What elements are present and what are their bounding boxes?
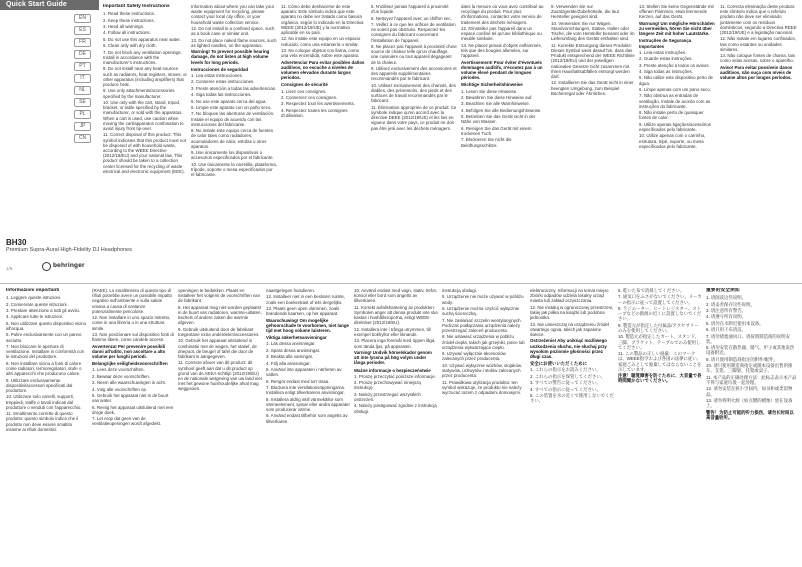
instruction-item: Information about where you can take your waste equipment for recycling, please contact your local city office, or your household waste collection service. [191,4,275,25]
warning-note: Waarschuwing! Om mogelijke gehoorschade te voorkomen, niet lange tijd met hoog volume luisteren. [266,317,349,333]
instruction-item: 12. Non installare in uno spazio ristretto, come in una libreria o in una struttura simile. [92,315,171,331]
instruction-item: 13. No coloque objetos con llama, como una vela encendida, sobre este aparato. [281,48,360,59]
lang-tab-nl[interactable]: NL [74,86,91,95]
instruction-item: 1. これらの指示をお読みください。 [530,367,601,373]
column-jp [618,288,704,564]
instruction-item: 6. Limpe apenas com um pano seco. [639,86,711,92]
instruction-item: 7. Blockieren Sie nicht die Belüftungsschlitze. [461,137,512,148]
warning-note: 警告！为防止可能的听力损伤，请勿长时间以高音量收听。 [706,409,794,420]
instruction-item: 5. 请勿在水附近使用本设备。 [706,320,764,326]
instruction-item: 7. Blockera inte ventilationsöppningarna. Installera enligt tillverkarens anvisningar. [266,384,346,396]
product-name: Premium Supra-Aural High-Fidelity DJ Headphones [6,247,132,253]
column-de-pt [639,4,717,280]
instruction-item: 5. Non utilizzare questo dispositivo vicino all'acqua. [6,320,87,331]
instruction-item: 10. Utilizzare solo carrelli, supporti, treppiedi, staffe o tavoli indicati dal produttore o venduti con l'apparecchio. [6,394,82,410]
instruction-item: 13. Nie umieszczaj na urządzeniu źródeł otwartego ognia, takich jak zapalone świece. [530,321,609,337]
warning-note: Warnung! Um mögliche Hörschäden zu vermeiden, hören Sie nicht über längere Zeit mit hoher Lautstärke. [639,20,715,37]
section-title: Informazioni importanti [6,288,60,293]
column-nl-se [266,288,352,564]
warning-note: Avvertenza! Per prevenire possibili danni all'udito, non ascoltare a alto volume per lunghi periodi. [92,343,166,359]
instruction-item: 10. Använd endast med vagn, stativ, trefot, konsol eller bord som angetts av tillverkaren. [354,288,437,304]
instruction-item: naastgelegen huisdieren. [266,288,316,293]
instruction-item: 6. Rengör endast med torr trasa. [266,378,330,384]
instruction-item: 2. Bewahren Sie diese Hinweise auf. [461,95,533,100]
instruction-item: 4. Volg alle voorschriften op. [92,386,148,392]
lang-tab-cn[interactable]: CN [74,134,91,143]
instruction-item: 2. Keep these instructions. [103,17,155,23]
instruction-item: 8. 请勿安装在散热器、暖气、炉子或其他发热设备附近。 [706,345,795,356]
instruction-item: 5. Do not use this apparatus near water. [103,36,181,42]
lang-tab-pt[interactable]: PT [74,62,91,71]
instruction-item: 3. Beachten Sie alle Warnhinweise. [461,101,530,107]
instruction-item: 4. Należy postępować zgodnie z instrukcją obsługi. [354,403,437,414]
instruction-item: 1. Läs dessa anvisningar. [266,341,316,347]
brand-name: behringer [53,262,85,269]
instruction-item: 10. Używać wyłącznie wózków, stojaków, statywów, uchwytów i stołów zalecanych przez producenta. [442,362,523,379]
instruction-item: 9. Gebruik uitsluitend door de fabrikant toegestane extra onderdelen/accessoires. [178,326,260,337]
instruction-item: 9. Utilize apenas ligações/acessórios especificados pelo fabricante. [639,121,711,132]
instruction-item: 1. Leggere queste istruzioni. [6,295,62,301]
instruction-item: 11. Correcta eliminação deste produto: este símbolo indica que o referido produto não deve ser eliminado juntamente com os resíduos domésticos, segundo a Directiva REEE (2012/19/UE) e a legislação nacional. [720,4,797,36]
instruction-item: 3. Respectez tous les avertissements. [281,101,355,107]
column-en [103,4,189,280]
warning-note: Varning! Undvik hörselskador genom att inte lyssna på hög volym under långa perioder. [354,349,432,366]
instruction-item: 9. Używać wyłącznie akcesoriów zalecanych przez producenta. [442,351,506,362]
instruction-item: 6. Clean only with dry cloth. [103,43,157,49]
instruction-item: 3. Heed all warnings. [103,23,145,29]
warning-note: Avertissement! Pour éviter d'éventuels dommages auditifs, n'écoutez pas à un volume élevé pendant de longues périodes. [461,59,543,81]
page-number: 1/6 [6,266,13,271]
instruction-item: 1. Leia estas instruções. [639,49,687,55]
instruction-item: 11. Korrekte Entsorgung dieses Produkts: Dieses Symbol weist darauf hin, dass das Produkt entsprechend der WEEE Richtlinie (2012/19/EU) und der jeweiligen nationalen Gesetze nicht zusammen mit Ihren Haushaltsabfällen entsorgt werden darf. [551,42,635,80]
instruction-item: 11. Korrekt avfallshantering av produkten: Symbolen anger att denna produkt inte ska kastas i hushållssoporna, enligt WEEE-direktivet (2012/19/EU). [354,304,438,326]
instruction-item: 3. Prestare attenzione a tutti gli avvisi. [6,307,80,313]
instruction-item: 7. Let erop dat geen van de ventilatieopeningen wordt afgedekt. [92,416,162,427]
instruction-item: 5. No use este aparato cerca del agua. [191,98,267,104]
instruction-item: 7. Non bloccare le aperture di ventilazione. Installare in conformità con le istruzioni del produttore. [6,343,85,360]
instruction-item: 1. Lees deze voorschriften. [92,367,145,373]
warning-note: Warning! To prevent possible hearing damage, do not listen at high volume levels for long periods. [191,49,270,65]
instruction-item: 6. Reinig het apparaat uitsluitend met een droge doek. [92,404,174,415]
instruction-item: 7. Nie zasłaniać szczelin wentylacyjnych. Podczas podłączania urządzenia należy przestrzegać zaleceń producenta. [442,317,522,333]
column-cn [706,288,800,564]
instruction-item: 5. この装置を水の近くで使用しないでください。 [530,392,614,404]
warning-note: 注意！聴覚障害を防ぐために、大音量で長時間聞かないでください。 [618,373,702,384]
instruction-item: 4. Befolgen Sie alle Bedienungshinweise. [461,107,542,113]
lang-tab-jp[interactable]: JP [74,122,91,131]
column-de [551,4,637,280]
instruction-item: 4. Respectez toutes les consignes d'utilisation. [281,107,348,118]
instruction-item: 3. Neem alle waarschuwingen in acht. [92,380,166,386]
instruction-item: 3. Beakta alla varningar. [266,354,314,360]
instruction-item: 6. Urządzenie można czyścić wyłącznie suchą ściereczką. [442,305,520,317]
instruction-item: 11. Prawidłowa utylizacja produktu: ten symbol wskazuje, że produktu nie należy wyrzucać razem z odpadami domowymi. [442,379,522,395]
instruction-item: dans la mesure où vous avez contribué au recyclage du produit. Pour plus d'informations, contactez votre service de traitement des déchets ménagers. [461,4,544,25]
instruction-item: 13. Do not place naked flame sources, such as lighted candles, on the apparatus. [191,37,277,48]
instruction-item: 9. 请只使用制造商指定的附件/配件。 [706,356,778,362]
instruction-item: 5. N'utilisez jamais l'appareil à proximité d'un liquide. [371,4,449,15]
section-title: Instruções de Segurança Importantes [639,38,692,49]
instruction-item: 7. Veillez à ce que les orifices de ventilation ne soient pas obstrués. Respectez les consignes du fabricant concernant l'installation de l'appareil. [371,21,456,43]
instruction-item: 2. Proszę przechowywać niniejszą instrukcję. [354,380,421,391]
column-pt [720,4,800,280]
instruction-item: 2. これらの指示を保管してください。 [530,373,606,379]
instruction-item: 6. 乾いた布で清掃してください。 [618,288,685,293]
instruction-item: 8. Nie ustawiać urządzenia w pobliżu źródeł ciepła, takich jak grzejniki, piece lub urządzenia wytwarzające ciepło. [442,334,525,350]
instruction-item: 1. Read these instructions. [103,11,155,17]
section-title: Belangrijke veiligheidsvoorschriften [92,361,168,367]
instruction-item: 8. ラジエーター、ヒートレジスター、ストーブなどの熱源の近くに設置しないでください。 [618,305,702,322]
instruction-item: 10. 请只使用制造商指定或随本设备出售的推车、支架、三脚架、托架或桌子。 [706,363,793,374]
instruction-item: 8. Non installare vicino a fonti di calore come radiatori, termoregolatori, stufe o altri apparecchi che producono calore. [6,360,82,377]
instruction-item: 12. Installera inte i trånga utrymmen, till exempel bokhyllor eller liknande. [354,326,431,337]
instruction-item: 12. N'installez pas l'appareil dans un espace confiné tel qu'une bibliothèque ou meuble similaire. [461,26,542,42]
instruction-item: 9. Utilisez exclusivement des accessoires et des appareils supplémentaires recommandés par le fabricant. [371,65,457,82]
instruction-item: 5. Gebruik het apparaat niet in de buurt van water. [92,392,169,404]
instruction-item: 13. Non posizionare sul dispositivo fonti di fiamme libere, come candele accese. [92,332,174,343]
instruction-item: 7. Do not block any ventilation openings. Install in accordance with the manufacturer's instructions. [103,49,182,65]
column-fr-de [461,4,549,280]
instruction-item: 8. Installera aldrig intill värmekällor som värmeelement, spisar eller andra apparater som producerar värme. [266,396,350,412]
warning-note: Ostrzeżenie! Aby uniknąć możliwego uszkodzenia słuchu, nie słuchaj przy wysokim poziomie głośności przez długi czas. [530,338,607,359]
instruction-item: (RAEE). Lo smaltimento di questo tipo di rifiuti potrebbe avere un possibile impatto negativo sull'ambiente e sulla salute umana a causa di sostanze potenzialmente pericolose. [92,288,173,314]
instruction-item: 9. Använd endast tillbehör som angetts av tillverkaren. [266,413,348,424]
instruction-item: 11. Smaltimento corretto di questo prodotto: questo simbolo indica che il prodotto non deve essere smaltito insieme ai rifiuti domestici. [6,411,79,432]
instruction-item: 13. Stellen Sie keine Gegenstände mit offenen Flammen, etwa brennende Kerzen, auf das Gerät. [639,4,714,20]
instruction-item: 5. Betreiben Sie das Gerät nicht in der Nähe von Wasser. [461,114,536,125]
bottom-page [0,284,802,567]
instruction-item: 10. Utilisez exclusivement des chariots, des diables, des présentoirs, des pieds et des surfaces de travail recommandés par le fabricant. [371,82,456,104]
instruction-item: 4. Siga todas as instruções. [639,68,693,74]
instruction-item: 6. Limpie este aparato con un paño seco. [191,104,272,110]
instruction-item: 13. 请勿将明火源（如点燃的蜡烛）放在设备上。 [706,397,793,409]
instruction-item: 2. 请妥善保存这些说明。 [706,301,755,307]
lang-tab-it[interactable]: IT [74,74,91,83]
language-tabs [74,14,92,146]
column-pl-jp [530,288,616,564]
instruction-item: 8. Ne placez pas l'appareil à proximité d'une source de chaleur telle qu'un chauffage, une cuisinière ou tout appareil dégageant de la chaleur. [371,43,457,65]
lang-tab-pl[interactable]: PL [74,110,91,119]
instruction-item: 5. Não utilize este dispositivo perto de água. [639,75,713,86]
instruction-item: openingen te bedekken. Plaats en installeer het volgens de voorschriften van de fabrikant. [178,288,261,304]
top-page [0,0,802,283]
instruction-item: instrukcją obsługi. [442,288,477,293]
section-title: 重要的安全须知 [706,288,740,293]
lang-tab-fr[interactable]: FR [74,38,91,47]
instruction-item: 8. Het apparaat mag niet worden geplaatst in de buurt van radiatoren, warmte-uitlaten, kachels of andere zaken die warmte afgeven. [178,304,262,326]
instruction-item: 4. Siga todas las instrucciones. [191,92,252,98]
instruction-item: 2. Conservare queste istruzioni. [6,301,68,307]
instruction-item: 10. Verwenden Sie nur Wagen, Standvorrichtungen, Stative, Halter oder Tische, die vom Hersteller benannt oder im Lieferumfang des Geräts enthalten sind. [551,20,635,42]
instruction-item: 8. No instale este equipo cerca de fuentes de calor tales como radiadores, acumuladores de calor, estufas u otros aparatos. [191,128,274,149]
instruction-item: 11. 本产品的正确处理方法：此标志表示本产品不得与家庭垃圾一起处理。 [706,374,797,385]
section-title: Viktiga säkerhetsanvisningar [266,335,327,341]
instruction-item: 7. 请勿堵塞通风口。请按照制造商的说明安装。 [706,333,790,344]
instruction-item: 1. Lea estas instrucciones. [191,73,243,78]
column-it-nl [92,288,176,564]
instruction-item: 10. Gebruik het apparaat uitsluitend in combinatie met de wagen, het statief, de driepoot, de beugel of tafel die door de fabrikant is aangegeven. [178,338,257,359]
brand-logo-icon [42,262,51,271]
instruction-item: 4. Applicare tutte le istruzioni. [6,314,64,320]
instruction-item: 7. Não obstrua as entradas de ventilação. Instale de acordo com as instruções do fabricante. [639,93,711,109]
instruction-item: 4. すべての指示に従ってください。 [530,386,601,392]
instruction-item: 1. Lesen Sie diese Hinweise. [461,88,518,94]
instruction-item: 3. Preste atención a todas las advertencias. [191,85,277,91]
instruction-item: 6. Reinigen Sie das Gerät mit einem trockenen Tuch. [461,125,532,136]
instruction-item: 6. Nettoyez l'appareil avec un chiffon sec. [371,15,452,21]
instruction-item: 13. Plaats geen open vlammen, zoals brandende kaarsen, op het apparaat. [266,305,340,317]
instruction-item: 3. 请注意所有警告。 [706,307,747,313]
instruction-item: 13. Ne placez jamais d'objets enflammés, tels que des bougies allumées, sur l'appareil. [461,42,542,59]
instruction-item: 9. Verwenden Sie nur Zusatzgeräte/Zubehörteile, die laut Hersteller geeignet sind. [551,4,619,20]
instruction-item: 3. すべての警告に従ってください。 [530,380,601,386]
instruction-item: 2. Bewaar deze voorschriften. [92,373,151,379]
instruction-item: 11. Cómo debe deshacerse de este aparato: Este símbolo indica que este aparato no debe ser tratado como basura orgánica, según lo indicado en la Directiva WEEE (2012/19/UE) y la normativa aplicable en su país. [281,4,364,36]
section-title: Wichtige Sicherheitshinweise [461,82,523,88]
instruction-item: 10. Utilize apenas com o carrinho, estrutura, tripé, suporte, ou mesa especificados pelo fabricante. [639,133,706,149]
instruction-item: 4. Följ alla anvisningar. [266,360,311,366]
instruction-item: 11. Élimination appropriée de ce produit: Ce symbole indique qu'en accord avec la directive DEEE (2012/19/UE) et les lois en vigueur dans votre pays, ce produit ne doit pas être jeté avec les déchets ménagers. [371,104,457,131]
column-en-es [191,4,279,280]
instruction-item: 3. Preste atenção a todos os avisos. [639,62,710,68]
instruction-item: 13. Placera inga föremål med öppen låga, som tända ljus, på apparaten. [354,338,436,349]
section-title: Ważne informacje o bezpieczeństwie [354,367,431,373]
instruction-item: 8. Não instale perto de quaisquer fontes de calor. [639,110,704,121]
instruction-item: 2. Guarde estas instruções. [639,56,693,62]
instruction-item: 1. 请阅读这些说明。 [706,295,747,301]
guide-title: Quick Start Guide [6,1,67,8]
instruction-item: 5. Använd inte apparaten i närheten av vatten. [266,366,342,378]
warning-note: Aviso! Para evitar possíveis danos auditivos, não ouça com níveis de volume altos por longos períodos. [720,64,793,81]
instruction-item: 10. 製造元が指定したカート、スタンド、三脚、ブラケット、テーブルでのみ使用してください。 [618,334,701,350]
column-se-pl [354,288,440,564]
instruction-item: 2. Conservez ces consignes. [281,95,338,100]
lang-tab-en[interactable]: EN [74,14,91,23]
column-nl [178,288,264,564]
section-title: 安全にお使いいただくために [530,361,588,367]
instruction-item: 13. Não coloque fontes de chama, tais como velas acesas, sobre o aparelho. [720,53,795,64]
instruction-item: 2. Conserve estas instrucciones. [191,79,255,85]
instruction-item: 12. 请勿安装在狭小空间内，如书柜或类似物品。 [706,386,793,397]
column-it [6,288,90,564]
instruction-item: 7. No bloquee las aberturas de ventilación. Instale el equipo de acuerdo con las instrucciones del fabricante. [191,111,275,127]
instruction-item: 11. この製品の正しい廃棄：このマークは、WEEE指令および各国の法律に従い、家庭ごみとして廃棄してはならないことを示しています。 [618,351,702,372]
product-model: BH30 [6,238,27,247]
column-fr [371,4,459,280]
instruction-item: elektroniczny. Informacji na temat miejsc zbiórki odpadów udziela lokalny urząd miasta lub zakład oczyszczania. [530,288,609,304]
header-band [0,0,99,10]
instruction-item: 12. No instale este equipo en un espacio reducido, como una estantería o similar. [281,36,361,47]
warning-note: Advertencia! Para evitar posibles daños auditivos, no escuche a niveles de volumen elevados durante largos periodos. [281,59,365,81]
instruction-item: 4. 请遵守所有说明。 [706,314,747,320]
section-title: Important Safety Instructions [103,4,170,9]
instruction-item: 9. Utilizzare esclusivamente dispositivi/accessori specificati dal produttore. [6,377,73,393]
instruction-item: 11. Correct disposal of this product: This symbol indicates that this product must not be disposed of with household waste, according to the WEEE Directive (2012/19/EU) and your national law. This product should be taken to a collection center licensed for the recycling of waste electrical and electronic equipment (EEE). [103,132,186,174]
instruction-item: 1. Lisez ces consignes. [281,88,327,94]
instruction-item: 12. Do not install in a confined space, such as a book case or similar unit. [191,26,275,37]
instruction-item: 12. Nie instaluj w ograniczonej przestrzeni, takiej jak półka na książki lub podobna jednostka. [530,304,614,321]
instruction-item: 5. Urządzenie nie może używać w pobliżu wody. [442,294,524,305]
section-title: Consignes de sécurité [281,82,328,88]
column-pl [442,288,528,564]
instruction-item: 11. Correcte afvoer van dit product: dit symbool geeft aan dat u dit product op grond van de AEEA-richtlijn (2012/19/EU) en de nationale wetgeving van uw land niet met het gewone huishoudelijke afval mag weggooien. [178,360,262,392]
instruction-item: 2. Spara dessa anvisningar. [266,347,321,353]
instruction-item: 12. Installeer niet in een besloten ruimte, zoals een boekenkast of iets dergelijks. [266,294,346,305]
lang-tab-de[interactable]: DE [74,50,91,59]
instruction-item: 9. Use únicamente los dispositivos o accesorios especificados por el fabricante. [191,150,274,161]
section-title: Instrucciones de seguridad [191,66,249,72]
instruction-item: 9. 製造元が指定した付属品/アクセサリーのみを使用してください。 [618,322,699,333]
instruction-item: 12. Installieren Sie das Gerät nicht in einer beengten Umgebung, zum Beispiel Bücherregal oder Ähnliches. [551,80,634,96]
instruction-item: 8. Do not install near any heat sources such as radiators, heat registers, stoves, or other apparatus (including amplifiers) that produce heat. [103,66,187,87]
instruction-item: 7. 通気口をふさがないでください。メーカーの指示に従って設置してください。 [618,294,702,305]
lang-tab-se[interactable]: SE [74,98,91,107]
instruction-item: 1. Proszę przeczytać poniższe informacje. [354,373,436,379]
instruction-item: 12. Não instale em lugares confinados, tais como estantes ou unidades similares. [720,36,796,52]
instruction-item: 4. Follow all instructions. [103,30,151,36]
instruction-item: 10. Use only with the cart, stand, tripod, bracket, or table specified by the manufacturer, or sold with the apparatus. When a cart is used, use caution when moving the cart/apparatus combination to avoid injury from tip-over. [103,99,184,131]
column-es-fr [281,4,369,280]
instruction-item: 6. Pulire esclusivamente con un panno asciutto. [6,332,82,343]
lang-tab-es[interactable]: ES [74,26,91,35]
instruction-item: 3. Należy przestrzegać wszystkich ostrzeżeń. [354,391,421,402]
instruction-item: 6. 请只用干布清洁。 [706,327,747,333]
instruction-item: 9. Use only attachments/accessories specified by the manufacturer. [103,88,175,99]
instruction-item: 10. Use únicamente la carretilla, plataforma, trípode, soporte o mesa especificados por el fabricante. [191,161,277,178]
